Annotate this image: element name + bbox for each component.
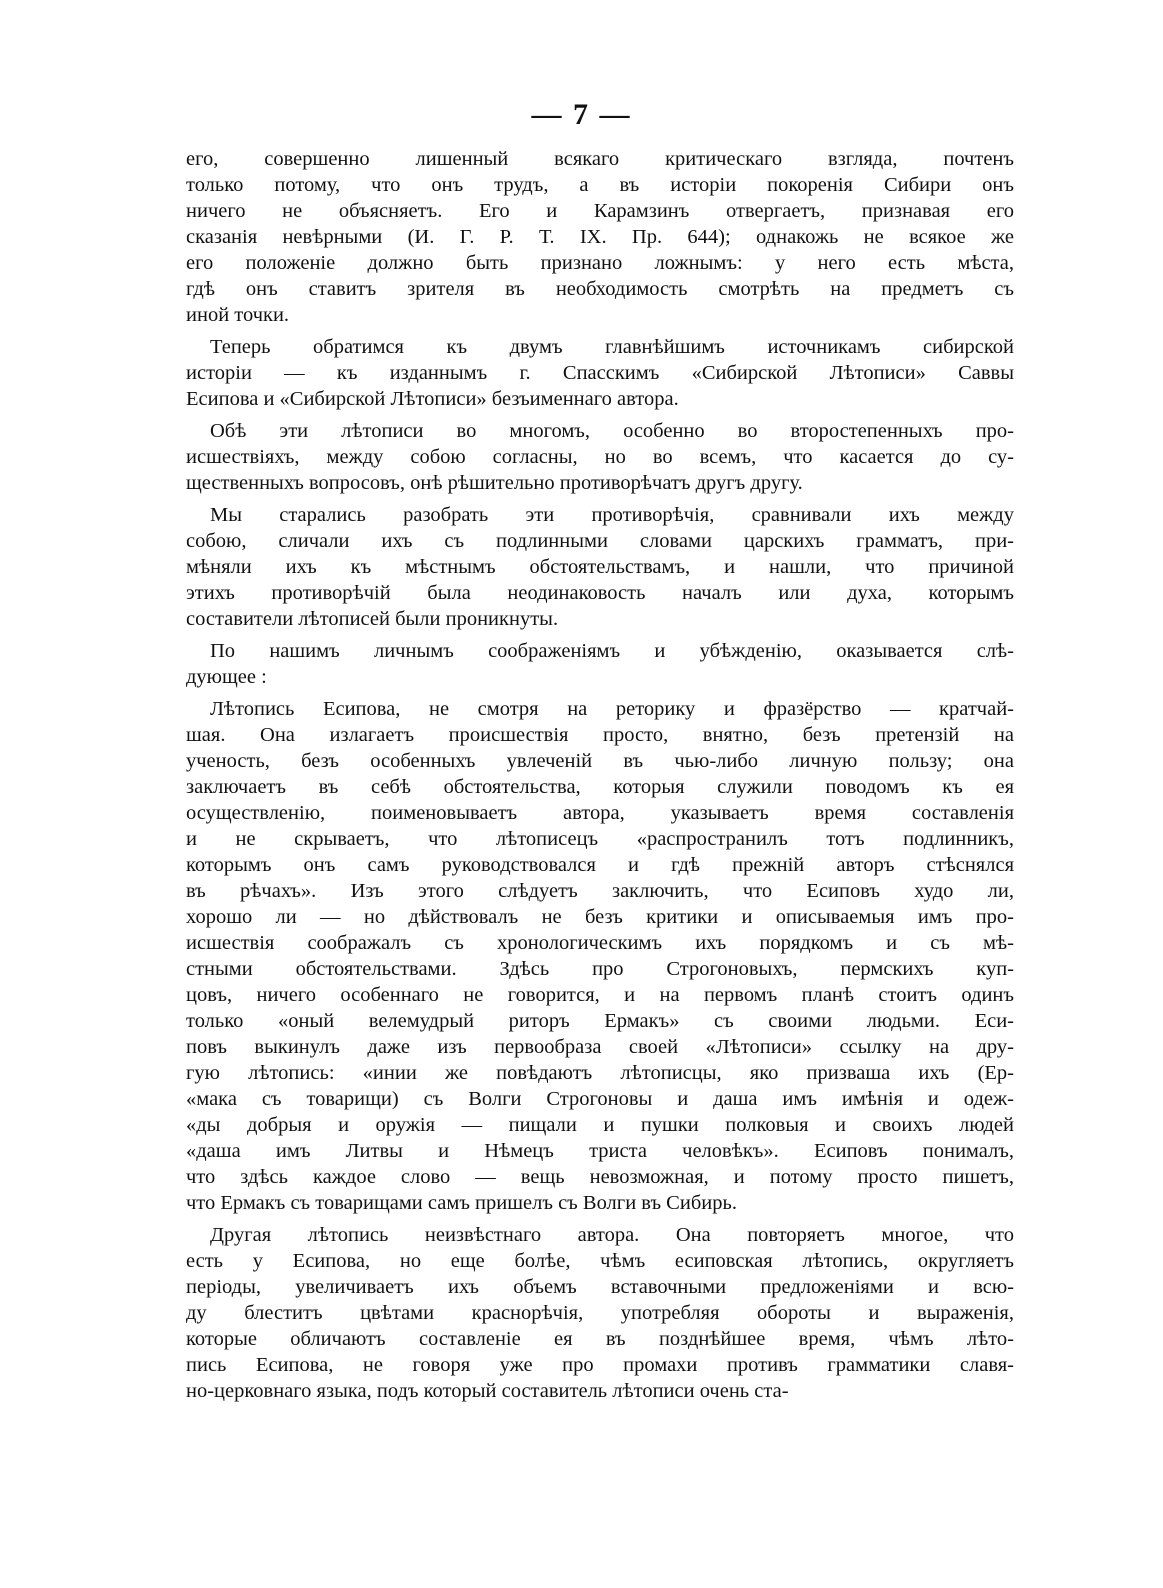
page-number: — 7 — xyxy=(531,98,632,131)
text-line: періоды, увеличиваетъ ихъ объемъ вставочными предложеніями и всю- xyxy=(186,1276,1014,1298)
text-line: щественныхъ вопросовъ, онѣ рѣшительно противорѣчатъ другъ другу. xyxy=(186,472,803,494)
text-line: исторіи — къ изданнымъ г. Спасскимъ «Сибирской Лѣтописи» Саввы xyxy=(186,362,1014,384)
text-line: есть у Есипова, но еще болѣе, чѣмъ есиповская лѣтопись, округляетъ xyxy=(186,1250,1014,1272)
text-line: составители лѣтописей были проникнуты. xyxy=(186,608,559,630)
paragraph xyxy=(186,146,1014,328)
text-line: заключаетъ въ себѣ обстоятельства, которыя служили поводомъ къ ея xyxy=(186,776,1014,798)
text-line: пись Есипова, не говоря уже про промахи противъ грамматики славя- xyxy=(186,1354,1014,1376)
text-line: въ рѣчахъ». Изъ этого слѣдуетъ заключить, что Есиповъ худо ли, xyxy=(186,880,1014,902)
text-line: «даша имъ Литвы и Нѣмецъ триста человѣкъ». Есиповъ понималъ, xyxy=(186,1140,1014,1162)
text-line: иной точки. xyxy=(186,304,290,326)
text-line: Мы старались разобрать эти противорѣчія, сравнивали ихъ между xyxy=(210,504,1014,526)
text-line: исшествія соображалъ съ хронологическимъ ихъ порядкомъ и съ мѣ- xyxy=(186,932,1014,954)
text-line: что здѣсь каждое слово — вещь невозможная, и потому просто пишетъ, xyxy=(186,1166,1014,1188)
text-line: гдѣ онъ ставитъ зрителя въ необходимость смотрѣть на предметъ съ xyxy=(186,278,1014,300)
text-line: цовъ, ничего особеннаго не говорится, и на первомъ планѣ стоитъ одинъ xyxy=(186,984,1014,1006)
text-line: «ды добрыя и оружія — пищали и пушки полковыя и своихъ людей xyxy=(186,1114,1014,1136)
text-line: хорошо ли — но дѣйствовалъ не безъ критики и описываемыя имъ про- xyxy=(186,906,1014,928)
paragraph xyxy=(186,502,1014,632)
text-line: только «оный велемудрый риторъ Ермакъ» съ своими людьми. Еси- xyxy=(186,1010,1014,1032)
text-line: этихъ противорѣчій была неодинаковость началъ или духа, которымъ xyxy=(186,582,1014,604)
text-line: По нашимъ личнымъ соображеніямъ и убѣжденію, оказывается слѣ- xyxy=(210,640,1014,662)
text-line: только потому, что онъ трудъ, а въ исторіи покоренія Сибири онъ xyxy=(186,174,1014,196)
text-line: но-церковнаго языка, подъ который составитель лѣтописи очень ста- xyxy=(186,1380,789,1402)
text-line: мѣняли ихъ къ мѣстнымъ обстоятельствамъ, и нашли, что причиной xyxy=(186,556,1014,578)
text-line: и не скрываетъ, что лѣтописецъ «распространилъ тотъ подлинникъ, xyxy=(186,828,1014,850)
text-line: шая. Она излагаетъ происшествія просто, внятно, безъ претензій на xyxy=(186,724,1014,746)
paragraph xyxy=(186,696,1014,1216)
paragraph xyxy=(186,418,1014,496)
text-line: «мака съ товарищи) съ Волги Строгоновы и даша имъ имѣнія и одеж- xyxy=(186,1088,1014,1110)
body-text xyxy=(186,146,1014,1410)
text-line: исшествіяхъ, между собою согласны, но во всемъ, что касается до су- xyxy=(186,446,1014,468)
text-line: ду блеститъ цвѣтами краснорѣчія, употребляя обороты и выраженія, xyxy=(186,1302,1014,1324)
text-line: Обѣ эти лѣтописи во многомъ, особенно во второстепенныхъ про- xyxy=(210,420,1014,442)
text-line: осуществленію, поименовываетъ автора, указываетъ время составленія xyxy=(186,802,1014,824)
text-line: ничего не объясняетъ. Его и Карамзинъ отвергаетъ, признавая его xyxy=(186,200,1014,222)
text-line: гую лѣтопись: «инии же повѣдаютъ лѣтописцы, яко призваша ихъ (Ер- xyxy=(186,1062,1014,1084)
paragraph xyxy=(186,1222,1014,1404)
text-line: которымъ онъ самъ руководствовался и гдѣ прежній авторъ стѣснялся xyxy=(186,854,1014,876)
paragraph xyxy=(186,334,1014,412)
text-line: ученость, безъ особенныхъ увлеченій въ чью-либо личную пользу; она xyxy=(186,750,1014,772)
text-line: его, совершенно лишенный всякаго критическаго взгляда, почтенъ xyxy=(186,148,1014,170)
text-line: сказанія невѣрными (И. Г. Р. Т. IX. Пр. 644); однакожь не всякое же xyxy=(186,226,1014,248)
paragraph xyxy=(186,638,1014,690)
text-line: Лѣтопись Есипова, не смотря на реторику и фразёрство — кратчай- xyxy=(210,698,1014,720)
text-line: Теперь обратимся къ двумъ главнѣйшимъ источникамъ сибирской xyxy=(210,336,1014,358)
text-line: дующее : xyxy=(186,666,267,688)
text-line: его положеніе должно быть признано ложнымъ: у него есть мѣста, xyxy=(186,252,1014,274)
text-line: собою, сличали ихъ съ подлинными словами царскихъ грамматъ, при- xyxy=(186,530,1014,552)
text-line: которые обличаютъ составленіе ея въ позднѣйшее время, чѣмъ лѣто- xyxy=(186,1328,1014,1350)
text-line: Есипова и «Сибирской Лѣтописи» безъименнаго автора. xyxy=(186,388,679,410)
text-line: Другая лѣтопись неизвѣстнаго автора. Она повторяетъ многое, что xyxy=(210,1224,1014,1246)
text-line: повъ выкинулъ даже изъ первообраза своей «Лѣтописи» ссылку на дру- xyxy=(186,1036,1014,1058)
text-line: что Ермакъ съ товарищами самъ пришелъ съ Волги въ Сибирь. xyxy=(186,1192,737,1214)
text-line: стными обстоятельствами. Здѣсь про Строгоновыхъ, пермскихъ куп- xyxy=(186,958,1014,980)
